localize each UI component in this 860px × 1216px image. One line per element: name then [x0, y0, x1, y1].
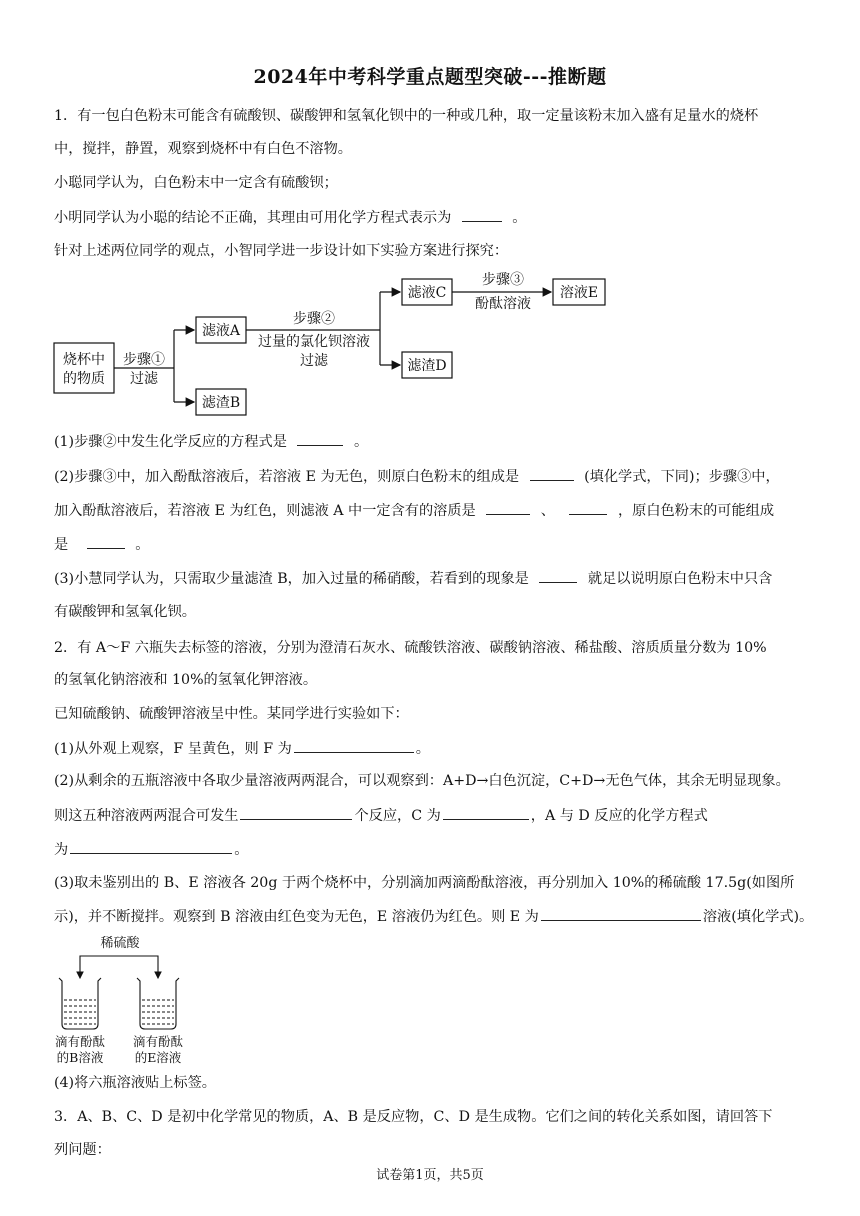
q1-sub2-line3: [54, 534, 149, 555]
flow-diagram: [48, 270, 618, 420]
q1-line-2: 中，搅拌，静置，观察到烧杯中有白色不溶物。: [54, 141, 352, 157]
flow-residue-d: 滤渣D: [407, 358, 447, 374]
answer-blank[interactable]: [541, 906, 701, 921]
q2-sub1-text: (1)从外观上观察，F 呈黄色，则 F 为: [54, 741, 292, 757]
q1-sub2-line1: [54, 466, 780, 487]
beaker-e-label-1: 滴有酚酞: [132, 1034, 184, 1049]
q1-line-4-text: 小明同学认为小聪的结论不正确，其理由可用化学方程式表示为: [54, 210, 452, 226]
answer-blank[interactable]: [443, 805, 529, 820]
beaker-figure: [48, 934, 208, 1066]
beaker-e: [137, 978, 179, 1029]
q2-sub2-line1: (2)从剩余的五瓶溶液中各取少量溶液两两混合，可以观察到：A+D→白色沉淀，C+D→无色气体，其余无明显现象。: [54, 773, 790, 789]
flow-step1-label: 步骤①: [123, 352, 165, 368]
flow-step1-sub: 过滤: [130, 371, 158, 387]
q3-line-2: 列问题：: [54, 1142, 111, 1158]
q2-sub2-text-c: 个反应，C 为: [354, 808, 441, 824]
q2-sub1-end: 。: [415, 741, 430, 757]
q2-sub3-line2: [54, 906, 813, 927]
q1-sub1-end: 。: [353, 434, 369, 450]
q2-line-2: 的氢氧化钠溶液和 10%的氢氧化钾溶液。: [54, 672, 318, 688]
q1-sub2-text-d: 、: [540, 503, 555, 519]
flow-step3-label: 步骤③: [482, 272, 524, 288]
q2-sub3-text-b: 示)，并不断搅拌。观察到 B 溶液由红色变为无色，E 溶液仍为红色。则 E 为: [54, 909, 539, 925]
beaker-b-label-1: 滴有酚酞: [54, 1034, 106, 1049]
answer-blank[interactable]: [294, 738, 414, 753]
q1-sub1-text: (1)步骤②中发生化学反应的方程式是: [54, 434, 287, 450]
q2-sub2-text-b: 则这五种溶液两两混合可发生: [54, 808, 239, 824]
beaker-b: [59, 978, 101, 1029]
q1-line-4: [54, 207, 527, 228]
q1-line-3: 小聪同学认为，白色粉末中一定含有硫酸钡；: [54, 175, 338, 191]
q1-line-1: 1．有一包白色粉末可能含有硫酸钡、碳酸钾和氢氧化钡中的一种或几种，取一定量该粉末加入盛有足量水的烧杯: [54, 108, 759, 124]
answer-blank[interactable]: [87, 534, 125, 549]
q1-sub2-text-f: 是: [54, 537, 69, 553]
flow-residue-b: 滤渣B: [201, 395, 241, 411]
q1-sub3-line1: [54, 568, 772, 589]
beaker-b-label-2: 的B溶液: [56, 1050, 104, 1065]
acid-label: 稀硫酸: [100, 936, 140, 951]
answer-blank[interactable]: [70, 839, 232, 854]
flow-start-label-1: 烧杯中: [63, 352, 105, 368]
q1-sub3-text-b: 就足以说明原白色粉末中只含: [587, 571, 773, 587]
page-title: 2024年中考科学重点题型突破---推断题: [253, 66, 607, 88]
flow-step2-label: 步骤②: [293, 311, 335, 327]
answer-blank[interactable]: [530, 466, 574, 481]
q2-sub1: [54, 738, 430, 759]
answer-blank[interactable]: [539, 568, 577, 583]
beaker-e-label-2: 的E溶液: [134, 1050, 182, 1065]
q2-sub4: (4)将六瓶溶液贴上标签。: [54, 1075, 216, 1091]
q1-sub1: [54, 431, 368, 452]
q1-sub3-line2: 有碳酸钾和氢氧化钡。: [54, 604, 196, 620]
flow-solution-e: 溶液E: [559, 285, 599, 301]
q1-sub2-text-g: 。: [135, 537, 150, 553]
flow-filtrate-c: 滤液C: [407, 285, 447, 301]
q1-line-5: 针对上述两位同学的观点，小智同学进一步设计如下实验方案进行探究：: [54, 243, 509, 259]
q1-sub2-text-a: (2)步骤③中，加入酚酞溶液后，若溶液 E 为无色，则原白色粉末的组成是: [54, 469, 520, 485]
answer-blank[interactable]: [462, 207, 502, 222]
q2-sub2-line3: [54, 839, 248, 860]
q1-sub2-text-e: ，原白色粉末的可能组成: [617, 503, 775, 519]
q2-sub3-line1: (3)取未鉴别出的 B、E 溶液各 20g 于两个烧杯中，分别滴加两滴酚酞溶液，再分别加入 10%的稀硫酸 17.5g(如图所: [54, 875, 795, 891]
flow-step2-reagent: 过量的氯化钡溶液: [258, 334, 370, 350]
q1-sub2-line2: [54, 500, 774, 521]
q2-sub2-line2: [54, 805, 708, 826]
q3-line-1: 3．A、B、C、D 是初中化学常见的物质，A、B 是反应物，C、D 是生成物。它们之间的转化关系如图，请回答下: [54, 1109, 773, 1125]
flow-start-label-2: 的物质: [63, 371, 105, 387]
q2-line-1: 2．有 A～F 六瓶失去标签的溶液，分别为澄清石灰水、硫酸铁溶液、碳酸钠溶液、稀盐酸、溶质质量分数为 10%: [54, 640, 767, 656]
answer-blank[interactable]: [240, 805, 352, 820]
q2-sub2-text-d: ，A 与 D 反应的化学方程式: [530, 808, 708, 824]
q2-sub3-text-c: 溶液(填化学式)。: [702, 909, 814, 925]
q2-sub2-text-e: 为: [54, 842, 69, 858]
page-footer: 试卷第1页，共5页: [376, 1168, 484, 1183]
answer-blank[interactable]: [486, 500, 530, 515]
flow-filtrate-a: 滤液A: [201, 323, 241, 339]
q2-line-3: 已知硫酸钠、硫酸钾溶液呈中性。某同学进行实验如下：: [54, 706, 409, 722]
q1-sub3-text-a: (3)小慧同学认为，只需取少量滤渣 B，加入过量的稀硝酸，若看到的现象是: [54, 571, 529, 587]
q1-sub2-text-b: (填化学式，下同)；步骤③中，: [584, 469, 780, 485]
q1-line-4-end: 。: [512, 210, 527, 226]
flow-step3-reagent: 酚酞溶液: [475, 296, 531, 312]
answer-blank[interactable]: [297, 431, 343, 446]
q1-sub2-text-c: 加入酚酞溶液后，若溶液 E 为红色，则滤液 A 中一定含有的溶质是: [54, 503, 476, 519]
q2-sub2-text-f: 。: [234, 842, 249, 858]
flow-step2-sub: 过滤: [300, 353, 328, 369]
answer-blank[interactable]: [569, 500, 607, 515]
